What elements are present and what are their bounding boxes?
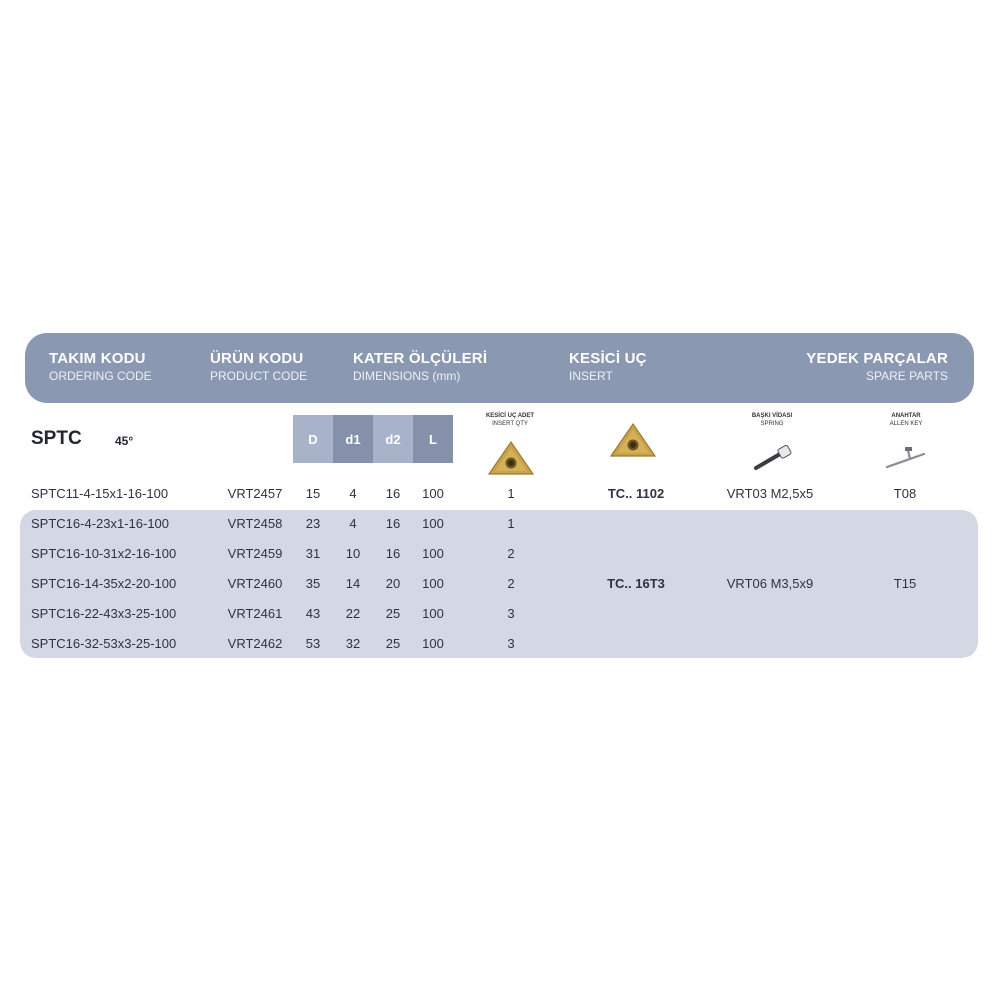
row-1-D: 15 <box>305 486 321 501</box>
product-title: SPTC <box>31 428 82 449</box>
header-product-code-en: PRODUCT CODE <box>210 369 308 383</box>
table-header-bar <box>25 333 974 403</box>
insert-qty-icon <box>487 438 535 478</box>
group-2-spring: VRT06 M3,5x9 <box>726 576 814 591</box>
row-2-insert-qty: 1 <box>507 516 515 531</box>
row-6-d1: 32 <box>345 636 361 651</box>
row-5-d1: 22 <box>345 606 361 621</box>
header-dimensions-tr: KATER ÖLÇÜLERİ <box>353 350 488 367</box>
header-spare-parts <box>806 350 948 383</box>
row-5-L: 100 <box>422 606 444 621</box>
insert-qty-header <box>470 412 550 428</box>
group-1-spring: VRT03 M2,5x5 <box>726 486 814 501</box>
row-6-d2: 25 <box>385 636 401 651</box>
header-dimensions <box>353 350 487 383</box>
header-insert-tr: KESİCİ UÇ <box>569 350 647 367</box>
header-ordering-code-tr: TAKIM KODU <box>49 350 146 367</box>
row-1-d2: 16 <box>385 486 401 501</box>
row-2-d1: 4 <box>349 516 357 531</box>
row-6-L: 100 <box>422 636 444 651</box>
row-4-d1: 14 <box>345 576 361 591</box>
screw-icon <box>750 444 794 474</box>
insert-qty-header-en: INSERT QTY <box>492 421 528 427</box>
row-5-D: 43 <box>305 606 321 621</box>
insert-icon <box>609 420 657 460</box>
insert-qty-header-tr: KESİCİ UÇ ADET <box>485 413 535 419</box>
row-4-L: 100 <box>422 576 444 591</box>
row-5-product-code: VRT2461 <box>227 606 283 621</box>
row-3-L: 100 <box>422 546 444 561</box>
row-6-insert-qty: 3 <box>507 636 515 651</box>
group-2-insert: TC.. 16T3 <box>607 576 665 591</box>
row-2-product-code: VRT2458 <box>227 516 283 531</box>
row-1-product-code: VRT2457 <box>227 486 283 501</box>
row-4-insert-qty: 2 <box>507 576 515 591</box>
row-2-d2: 16 <box>385 516 401 531</box>
row-3-d1: 10 <box>345 546 361 561</box>
row-3-d2: 16 <box>385 546 401 561</box>
dim-header-d1: d1 <box>333 415 373 463</box>
row-5-d2: 25 <box>385 606 401 621</box>
row-6-product-code: VRT2462 <box>227 636 283 651</box>
spring-header-tr: BAŞKI VİDASI <box>751 413 793 419</box>
allen-key-icon <box>884 446 928 472</box>
spring-header-en: SPRING <box>760 421 784 427</box>
group-2-allen-key: T15 <box>893 576 917 591</box>
row-1-d1: 4 <box>349 486 357 501</box>
row-4-ordering-code: SPTC16-14-35x2-20-100 <box>31 576 177 591</box>
product-angle: 45° <box>115 434 134 448</box>
row-2-L: 100 <box>422 516 444 531</box>
row-4-d2: 20 <box>385 576 401 591</box>
spring-header <box>732 412 812 428</box>
allen-key-header-tr: ANAHTAR <box>891 413 921 419</box>
header-product-code <box>210 350 307 383</box>
header-spare-parts-tr: YEDEK PARÇALAR <box>806 350 948 367</box>
row-5-ordering-code: SPTC16-22-43x3-25-100 <box>31 606 177 621</box>
row-4-product-code: VRT2460 <box>227 576 283 591</box>
allen-key-header-en: ALLEN KEY <box>889 421 923 427</box>
header-product-code-tr: ÜRÜN KODU <box>210 350 304 367</box>
header-ordering-code-en: ORDERING CODE <box>49 369 152 383</box>
dim-header-L: L <box>413 415 453 463</box>
row-3-insert-qty: 2 <box>507 546 515 561</box>
header-ordering-code <box>49 350 152 383</box>
allen-key-header <box>866 412 946 428</box>
row-1-L: 100 <box>422 486 444 501</box>
header-dimensions-en: DIMENSIONS (mm) <box>353 369 461 383</box>
row-4-D: 35 <box>305 576 321 591</box>
row-2-ordering-code: SPTC16-4-23x1-16-100 <box>31 516 170 531</box>
row-6-ordering-code: SPTC16-32-53x3-25-100 <box>31 636 177 651</box>
dim-header-d2: d2 <box>373 415 413 463</box>
row-1-insert-qty: 1 <box>507 486 515 501</box>
row-3-ordering-code: SPTC16-10-31x2-16-100 <box>31 546 177 561</box>
row-6-D: 53 <box>305 636 321 651</box>
group-1-allen-key: T08 <box>893 486 917 501</box>
dim-header-D: D <box>293 415 333 463</box>
row-5-insert-qty: 3 <box>507 606 515 621</box>
group-1-insert: TC.. 1102 <box>607 486 665 501</box>
row-1-ordering-code: SPTC11-4-15x1-16-100 <box>31 486 169 501</box>
header-spare-parts-en: SPARE PARTS <box>865 369 948 383</box>
header-insert <box>569 350 647 383</box>
header-insert-en: INSERT <box>569 369 613 383</box>
row-3-D: 31 <box>305 546 321 561</box>
row-3-product-code: VRT2459 <box>227 546 283 561</box>
row-2-D: 23 <box>305 516 321 531</box>
